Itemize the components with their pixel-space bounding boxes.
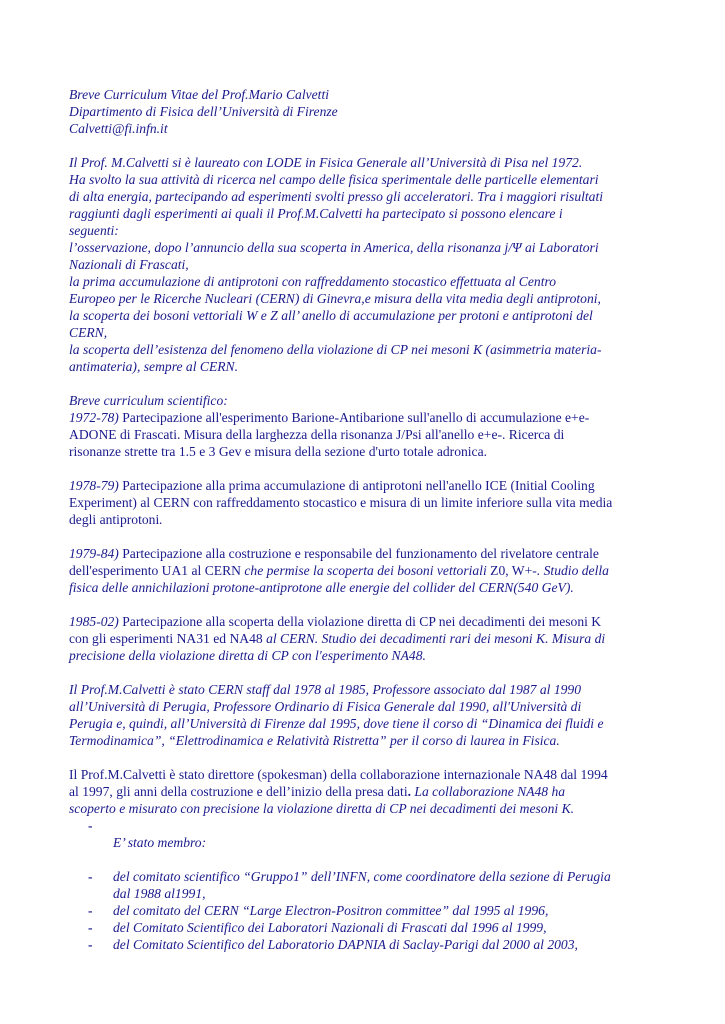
spokesman-line: Il Prof.M.Calvetti è stato direttore (spokesman) della collaborazione internazionale NA48 dal 1994 — [69, 767, 608, 782]
spacer — [69, 851, 659, 868]
entry-line — [69, 613, 659, 630]
spokesman-period-mark: . — [407, 784, 412, 799]
entry-line — [69, 477, 659, 494]
entry-text: Partecipazione alla costruzione e responsabile del funzionamento del rivelatore centrale — [118, 546, 599, 561]
career-line: Termodinamica”, “Elettrodinamica e Relatività Ristretta” per il corso di laurea in Fisica. — [69, 733, 560, 748]
spacer — [69, 664, 659, 681]
career-line: all’Università di Perugia, Professore Ordinario di Fisica Generale dal 1990, all'Università di — [69, 699, 582, 714]
bullet-dash: - — [88, 818, 93, 833]
entry-line: fisica delle annichilazioni protone-antiprotone alle energie del collider del CERN(540 GeV). — [69, 580, 574, 595]
intro-line: raggiunti dagli esperimenti ai quali il Prof.M.Calvetti ha partecipato si possono elencare i — [69, 206, 563, 221]
header-department: Dipartimento di Fisica dell’Università di Firenze — [69, 104, 338, 119]
entry-text-end: . — [159, 512, 163, 527]
entry-text-italic: . Studio della — [536, 563, 609, 578]
membership-item — [69, 902, 659, 919]
spacer — [69, 596, 659, 613]
entry-line — [69, 545, 659, 562]
intro-paragraph — [69, 154, 659, 375]
spokesman-line: scoperto e misurato con precisione la violazione diretta di CP nei decadimenti dei mesoni K. — [69, 801, 575, 816]
intro-line: la prima accumulazione di antiprotoni con raffreddamento stocastico effettuata al Centro — [69, 274, 557, 289]
membership-section — [69, 817, 659, 953]
career-paragraph — [69, 681, 659, 749]
spokesman-text-italic: La collaborazione NA48 ha — [411, 784, 566, 799]
intro-line: seguenti: — [69, 223, 119, 238]
entry-text: degli antiprotoni — [69, 512, 160, 527]
bullet-dash: - — [88, 920, 93, 935]
membership-item — [69, 919, 659, 936]
entry-line: ADONE di Frascati. Misura della larghezza della risonanza J/Psi all'anello e+e-. Ricerca di — [69, 427, 565, 442]
scientific-section — [69, 392, 659, 664]
entry-period: 1985-02) — [69, 614, 119, 629]
spokesman-text: al 1997, gli anni della costruzione e dell’inizio della presa dati — [69, 784, 408, 799]
section-title: Breve curriculum scientifico: — [69, 393, 228, 408]
bullet-dash: - — [88, 937, 93, 952]
entry-line — [69, 511, 659, 528]
membership-item — [69, 936, 659, 953]
document-page — [69, 86, 659, 953]
spacer — [69, 749, 659, 766]
entry-line: precisione della violazione diretta di CP con l'esperimento NA48. — [69, 648, 426, 663]
intro-line: la scoperta dei bosoni vettoriali W e Z all’ anello di accumulazione per protoni e antiprotoni del — [69, 308, 593, 323]
header-email: Calvetti@fi.infn.it — [69, 121, 168, 136]
entry-text: dell'esperimento UA1 al CERN — [69, 563, 245, 578]
header — [69, 86, 659, 137]
entry-text: Partecipazione alla scoperta della violazione diretta di CP nei decadimenti dei mesoni K — [118, 614, 602, 629]
intro-line: antimateria), sempre al CERN. — [69, 359, 239, 374]
bullet-dash: - — [88, 903, 93, 918]
entry-line — [69, 630, 659, 647]
entry-text: Partecipazione alla prima accumulazione di antiprotoni nell'anello ICE (Initial Cooling — [118, 478, 595, 493]
intro-line: Europeo per le Ricerche Nucleari (CERN) di Ginevra,e misura della vita media degli antiprotoni, — [69, 291, 601, 306]
entry-line — [69, 409, 659, 426]
entry-period: 1972-78) — [69, 410, 119, 425]
entry-line — [69, 562, 659, 579]
spokesman-paragraph — [69, 766, 659, 817]
intro-line: di alta energia, partecipando ad esperimenti svolti presso gli acceleratori. Tra i maggiori risultati — [69, 189, 604, 204]
membership-title: E’ stato membro: — [113, 835, 207, 850]
career-line: Perugia e, quindi, all’Università di Firenze dal 1995, dove tiene il corso di “Dinamica dei fluidi e — [69, 716, 604, 731]
entry-period: 1979-84) — [69, 546, 119, 561]
entry-line: risonanze strette tra 1.5 e 3 Gev e misura della sezione d'urto totale adronica. — [69, 444, 488, 459]
membership-item-text: del Comitato Scientifico dei Laboratori Nazionali di Frascati dal 1996 al 1999, — [113, 920, 547, 935]
intro-line: Il Prof. M.Calvetti si è laureato con LODE in Fisica Generale all’Università di Pisa nel 1972. — [69, 155, 583, 170]
bullet-dash: - — [88, 869, 93, 884]
spacer — [69, 528, 659, 545]
career-line: Il Prof.M.Calvetti è stato CERN staff dal 1978 al 1985, Professore associato dal 1987 al 1990 — [69, 682, 582, 697]
intro-line: CERN, — [69, 325, 108, 340]
membership-item — [69, 868, 659, 902]
entry-text-italic: al CERN. Studio dei decadimenti rari dei mesoni K. Misura di — [266, 631, 606, 646]
entry-text: con gli esperimenti NA31 ed NA48 — [69, 631, 267, 646]
header-title: Breve Curriculum Vitae del Prof.Mario Calvetti — [69, 87, 329, 102]
membership-item-text: del Comitato Scientifico del Laboratorio DAPNIA di Saclay-Parigi dal 2000 al 2003, — [113, 937, 578, 952]
spokesman-line — [69, 783, 659, 800]
membership-item-text: dal 1988 al1991, — [113, 886, 206, 901]
spacer — [69, 375, 659, 392]
intro-line: Ha svolto la sua attività di ricerca nel campo delle fisica sperimentale delle particelle elementari — [69, 172, 599, 187]
entry-text-italic: che permise la scoperta dei bosoni vettoriali — [244, 563, 487, 578]
intro-line: Nazionali di Frascati, — [69, 257, 189, 272]
spacer — [69, 460, 659, 477]
spacer — [69, 137, 659, 154]
entry-text: Partecipazione all'esperimento Barione-Antibarione sull'anello di accumulazione e+e- — [118, 410, 590, 425]
intro-line: l’osservazione, dopo l’annuncio della sua scoperta in America, della risonanza j/Ψ ai Laboratori — [69, 240, 599, 255]
membership-item-text: del comitato scientifico “Gruppo1” dell’INFN, come coordinatore della sezione di Perugia — [113, 869, 611, 884]
entry-line: Experiment) al CERN con raffreddamento stocastico e misura di un limite inferiore sulla vita media — [69, 495, 613, 510]
intro-line: la scoperta dell’esistenza del fenomeno della violazione di CP nei mesoni K (asimmetria materia- — [69, 342, 602, 357]
membership-item-text: del comitato del CERN “Large Electron-Positron committee” dal 1995 al 1996, — [113, 903, 549, 918]
entry-text: Z0, W+- — [486, 563, 537, 578]
entry-period: 1978-79) — [69, 478, 119, 493]
